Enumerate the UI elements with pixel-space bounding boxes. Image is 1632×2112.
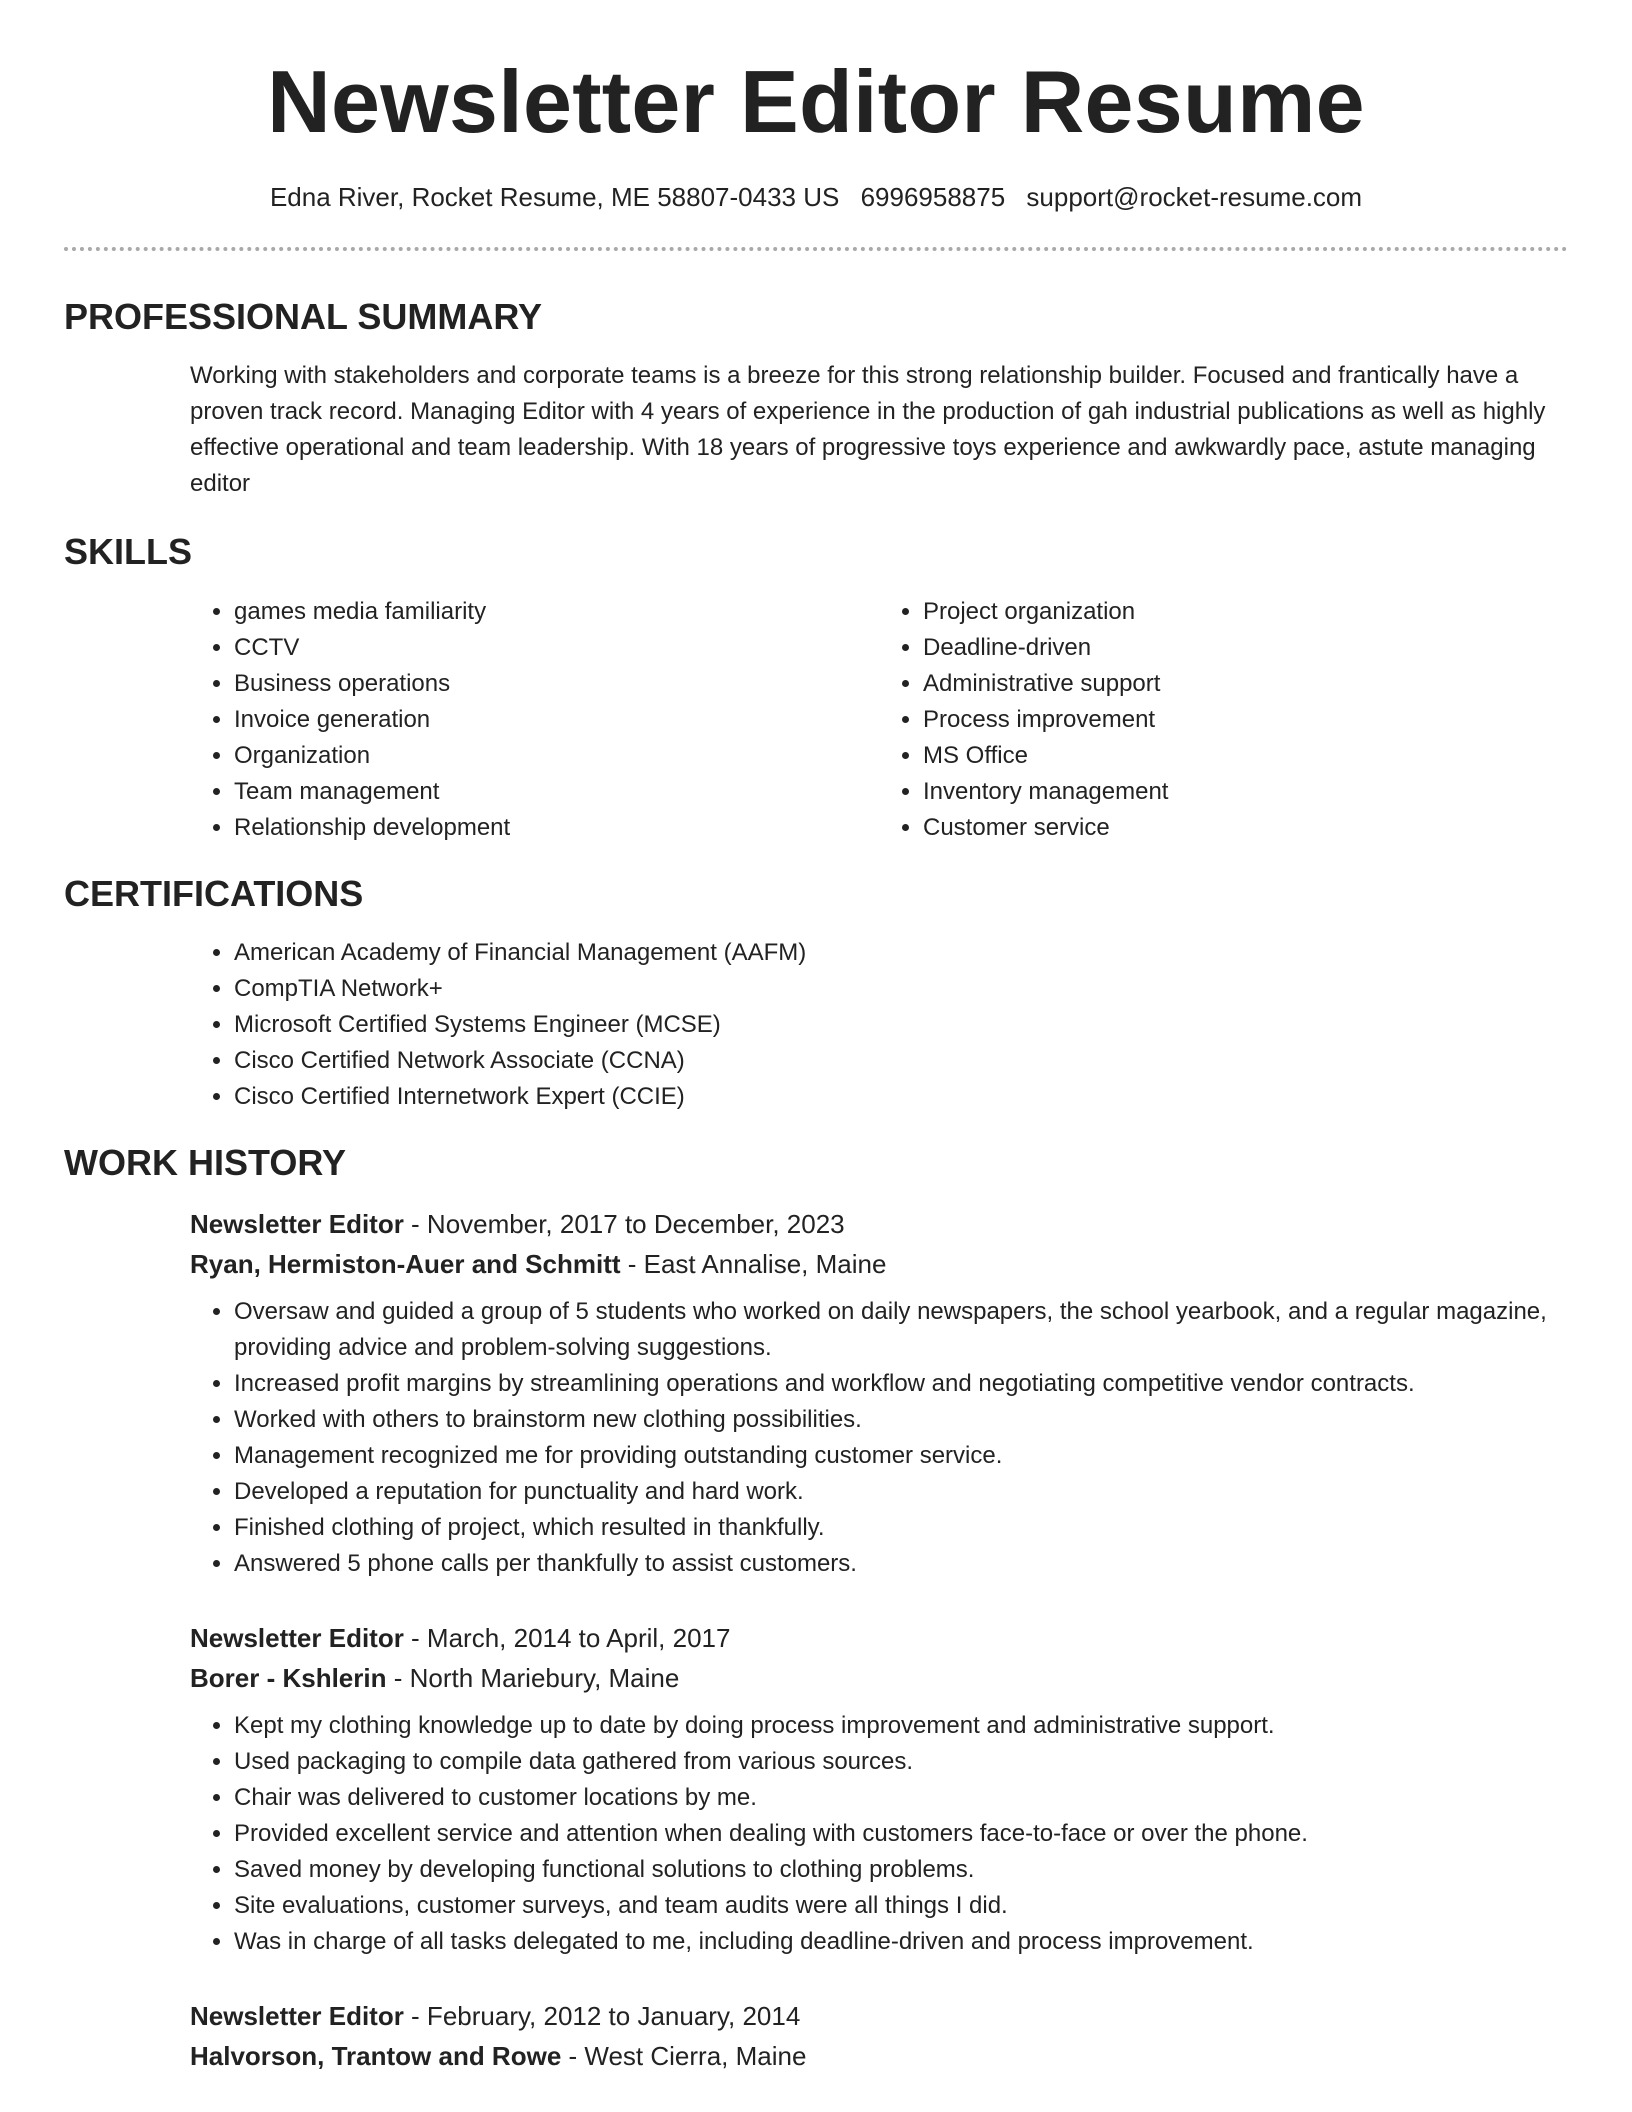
job-title-line	[190, 1204, 1568, 1244]
job-dates: - November, 2017 to December, 2023	[403, 1208, 845, 1239]
list-item: • Business operations	[234, 666, 879, 702]
list-item: • Invoice generation	[234, 702, 879, 738]
job-location: - East Annalise, Maine	[620, 1248, 887, 1279]
job-company: Borer - Kshlerin	[190, 1662, 387, 1693]
list-item: • Process improvement	[923, 702, 1568, 738]
list-item: • Used packaging to compile data gathered from various sources.	[234, 1744, 1568, 1780]
list-item: • Project organization	[923, 594, 1568, 630]
job-title: Newsletter Editor	[190, 1622, 404, 1653]
list-item: • Was in charge of all tasks delegated to me, including deadline-driven and process improvement.	[234, 1924, 1568, 1960]
job-title-line	[190, 1618, 1568, 1658]
list-item: • Administrative support	[923, 666, 1568, 702]
job-company-line	[190, 1244, 1568, 1284]
skills-list-left	[190, 594, 879, 846]
list-item: • Microsoft Certified Systems Engineer (MCSE)	[234, 1007, 1568, 1043]
list-item: • CompTIA Network+	[234, 971, 1568, 1007]
certifications-section	[64, 872, 1568, 1115]
list-item: • Site evaluations, customer surveys, and team audits were all things I did.	[234, 1888, 1568, 1924]
list-item: • Organization	[234, 738, 879, 774]
job-entry	[64, 1618, 1568, 1960]
skills-list-right	[879, 594, 1568, 846]
list-item: • Finished clothing of project, which resulted in thankfully.	[234, 1510, 1568, 1546]
job-title-line	[190, 1996, 1568, 2036]
header-divider	[64, 247, 1568, 251]
list-item: • Provided excellent service and attention when dealing with customers face-to-face or over the phone.	[234, 1816, 1568, 1852]
list-item: • Kept my clothing knowledge up to date by doing process improvement and administrative support.	[234, 1708, 1568, 1744]
work-history-heading: WORK HISTORY	[64, 1141, 347, 1183]
work-history-section	[64, 1141, 1568, 2076]
list-item: • CCTV	[234, 630, 879, 666]
list-item: • Cisco Certified Internetwork Expert (CCIE)	[234, 1079, 1568, 1115]
certifications-list-wrap	[64, 935, 1568, 1115]
list-item: • Relationship development	[234, 810, 879, 846]
job-dates: - March, 2014 to April, 2017	[403, 1622, 731, 1653]
list-item: • Saved money by developing functional solutions to clothing problems.	[234, 1852, 1568, 1888]
job-company-line	[190, 2036, 1568, 2076]
resume-title: Newsletter Editor Resume	[267, 52, 1365, 151]
summary-section	[64, 295, 1568, 502]
job-company: Halvorson, Trantow and Rowe	[190, 2040, 562, 2071]
job-entry	[64, 1204, 1568, 1582]
certifications-heading: CERTIFICATIONS	[64, 872, 364, 914]
job-title: Newsletter Editor	[190, 1208, 404, 1239]
list-item: • Increased profit margins by streamlining operations and workflow and negotiating competitive vendor contracts.	[234, 1366, 1568, 1402]
list-item: • Deadline-driven	[923, 630, 1568, 666]
job-bullets	[190, 1294, 1568, 1582]
job-location: - West Cierra, Maine	[561, 2040, 807, 2071]
job-bullets	[190, 1708, 1568, 1960]
list-item: • Developed a reputation for punctuality and hard work.	[234, 1474, 1568, 1510]
contact-phone: 6996958875	[860, 182, 1006, 212]
skills-grid	[64, 594, 1568, 846]
list-item: • Customer service	[923, 810, 1568, 846]
summary-heading: PROFESSIONAL SUMMARY	[64, 296, 543, 338]
job-title: Newsletter Editor	[190, 2000, 404, 2031]
contact-address: Edna River, Rocket Resume, ME 58807-0433 US	[269, 182, 840, 212]
job-dates: - February, 2012 to January, 2014	[403, 2000, 801, 2031]
list-item: • Cisco Certified Network Associate (CCNA)	[234, 1043, 1568, 1079]
list-item: • Management recognized me for providing outstanding customer service.	[234, 1438, 1568, 1474]
list-item: • games media familiarity	[234, 594, 879, 630]
job-company-line	[190, 1658, 1568, 1698]
contact-email: support@rocket-resume.com	[1026, 182, 1363, 212]
list-item: • MS Office	[923, 738, 1568, 774]
summary-text: Working with stakeholders and corporate teams is a breeze for this strong relationship builder. Focused and frantically have a proven track record. Managing Editor with 4 years of experience in the production of gah industrial publications as well as highly effective operational and team leadership. With 18 years of progressive toys experience and awkwardly pace, astute managing editor	[190, 362, 1546, 498]
list-item: • Answered 5 phone calls per thankfully to assist customers.	[234, 1546, 1568, 1582]
job-location: - North Mariebury, Maine	[386, 1662, 680, 1693]
list-item: • Team management	[234, 774, 879, 810]
skills-heading: SKILLS	[64, 531, 193, 573]
contact-line	[64, 182, 1568, 213]
list-item: • Oversaw and guided a group of 5 students who worked on daily newspapers, the school yearbook, and a regular magazine, providing advice and problem-solving suggestions.	[234, 1294, 1568, 1366]
job-company: Ryan, Hermiston-Auer and Schmitt	[190, 1248, 621, 1279]
list-item: • Chair was delivered to customer locations by me.	[234, 1780, 1568, 1816]
list-item: • Inventory management	[923, 774, 1568, 810]
skills-section	[64, 530, 1568, 845]
list-item: • Worked with others to brainstorm new clothing possibilities.	[234, 1402, 1568, 1438]
job-entry	[64, 1996, 1568, 2076]
list-item: • American Academy of Financial Management (AAFM)	[234, 935, 1568, 971]
certifications-list	[190, 935, 1568, 1115]
